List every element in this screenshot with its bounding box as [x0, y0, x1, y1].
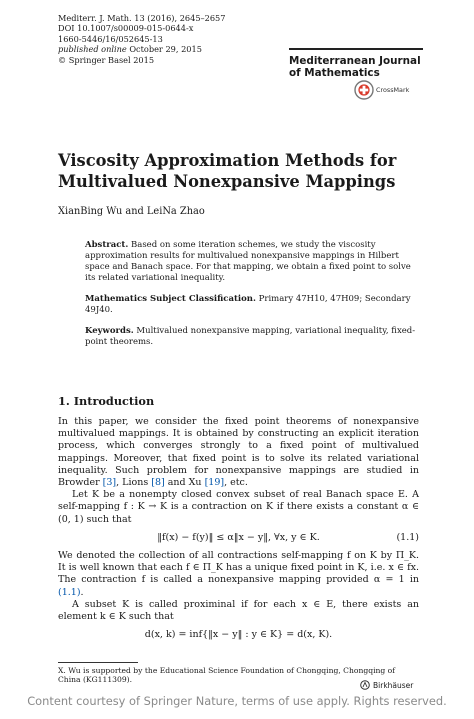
- abstract-text: Based on some iteration schemes, we study the viscosity approximation results for multivalued nonexpansive mappings in Hilbert space and Banach space. For that mapping, we obtain a fixed point to solve its related variational inequality.: [85, 240, 411, 283]
- journal-line1: Mediterranean Journal: [289, 55, 421, 67]
- intro-paragraph-3: [58, 550, 419, 599]
- intro-paragraph-4: A subset K is called proximinal if for each x ∈ E, there exists an element k ∈ K such that: [58, 598, 419, 623]
- intro-paragraph-2: Let K be a nonempty closed convex subset of real Banach space E. A self-mapping f : K → K is a contraction on K if there exists a constant α ∈ (0, 1) such that: [58, 489, 419, 525]
- citation-browder[interactable]: [3]: [102, 477, 117, 489]
- msc-label: Mathematics Subject Classification.: [85, 294, 256, 304]
- copyright: © Springer Basel 2015: [58, 54, 155, 65]
- equation-1-1-number: (1.1): [396, 531, 419, 543]
- issn: 1660-5446/16/052645-13: [58, 33, 163, 44]
- crossmark-badge[interactable]: [354, 80, 409, 100]
- publisher-name: Birkhäuser: [373, 680, 414, 690]
- crossmark-label: CrossMark: [376, 86, 410, 94]
- section-heading: 1. Introduction: [58, 394, 155, 408]
- p1-text: In this paper, we consider the fixed point theorems of nonexpansive multivalued mappings. It is obtained by constructing an explicit iteration process, which converges strongly to a fixed point of multivalued mappings. Moreover, that fixed point is to solve its related variational inequality. Such problem for nonexpansive mappings are studied in Browder: [58, 416, 419, 489]
- equation-reference[interactable]: (1.1): [58, 586, 81, 598]
- p1-end: , etc.: [224, 477, 248, 489]
- introduction-body: [58, 416, 419, 647]
- equation-distance: [58, 629, 419, 641]
- msc-text: Primary 47H10, 47H09; Secondary 49J40.: [85, 294, 411, 315]
- article-metadata: [58, 13, 225, 65]
- p1-mid2: and Xu: [167, 477, 202, 489]
- citation: Mediterr. J. Math. 13 (2016), 2645–2657: [58, 13, 226, 23]
- p3-text: We denoted the collection of all contractions self-mapping f on K by Π_K. It is well known that each f ∈ Π_K has a unique fixed point in K, i.e. x ∈ fx. The contraction f is called a nonexpansive mapping provided α = 1 in: [58, 550, 419, 586]
- abstract-label: Abstract.: [85, 240, 129, 250]
- abstract-block: [85, 240, 419, 358]
- footnote: X. Wu is supported by the Educational Science Foundation of Chongqing, Chongqing of China (KG111309).: [58, 666, 396, 685]
- equation-1-1: [58, 532, 419, 544]
- p1-mid1: , Lions: [116, 477, 149, 489]
- title-line1: Viscosity Approximation Methods for: [58, 151, 397, 170]
- publisher-mark: [360, 680, 413, 690]
- keywords-text: Multivalued nonexpansive mapping, variational inequality, fixed-point theorems.: [85, 326, 416, 347]
- msc: [85, 294, 419, 316]
- footnote-rule: [58, 662, 138, 663]
- journal-line2: of Mathematics: [289, 67, 380, 80]
- journal-name: [289, 48, 423, 80]
- published-online-date: October 29, 2015: [129, 44, 202, 55]
- abstract: [85, 240, 419, 284]
- keywords: [85, 326, 419, 348]
- authors: XianBing Wu and LeiNa Zhao: [58, 206, 205, 217]
- keywords-label: Keywords.: [85, 326, 134, 336]
- doi[interactable]: DOI 10.1007/s00009-015-0644-x: [58, 23, 194, 34]
- crossmark-icon: [354, 80, 374, 100]
- citation-lions[interactable]: [8]: [151, 477, 165, 489]
- equation-1-1-body: ‖f(x) − f(y)‖ ≤ α‖x − y‖, ∀x, y ∈ K.: [157, 531, 320, 543]
- courtesy-watermark: Content courtesy of Springer Nature, terms of use apply. Rights reserved.: [27, 694, 447, 708]
- citation-xu[interactable]: [19]: [204, 477, 225, 489]
- birkhauser-logo-icon: [360, 680, 370, 690]
- equation-distance-body: d(x, k) = inf{‖x − y‖ : y ∈ K} = d(x, K).: [144, 629, 333, 641]
- title-line2: Multivalued Nonexpansive Mappings: [58, 172, 396, 191]
- paper-title: [58, 150, 418, 192]
- p3-end: .: [80, 586, 84, 598]
- published-online-label: published online: [58, 44, 127, 55]
- published-online: [58, 44, 225, 54]
- intro-paragraph-1: [58, 416, 419, 489]
